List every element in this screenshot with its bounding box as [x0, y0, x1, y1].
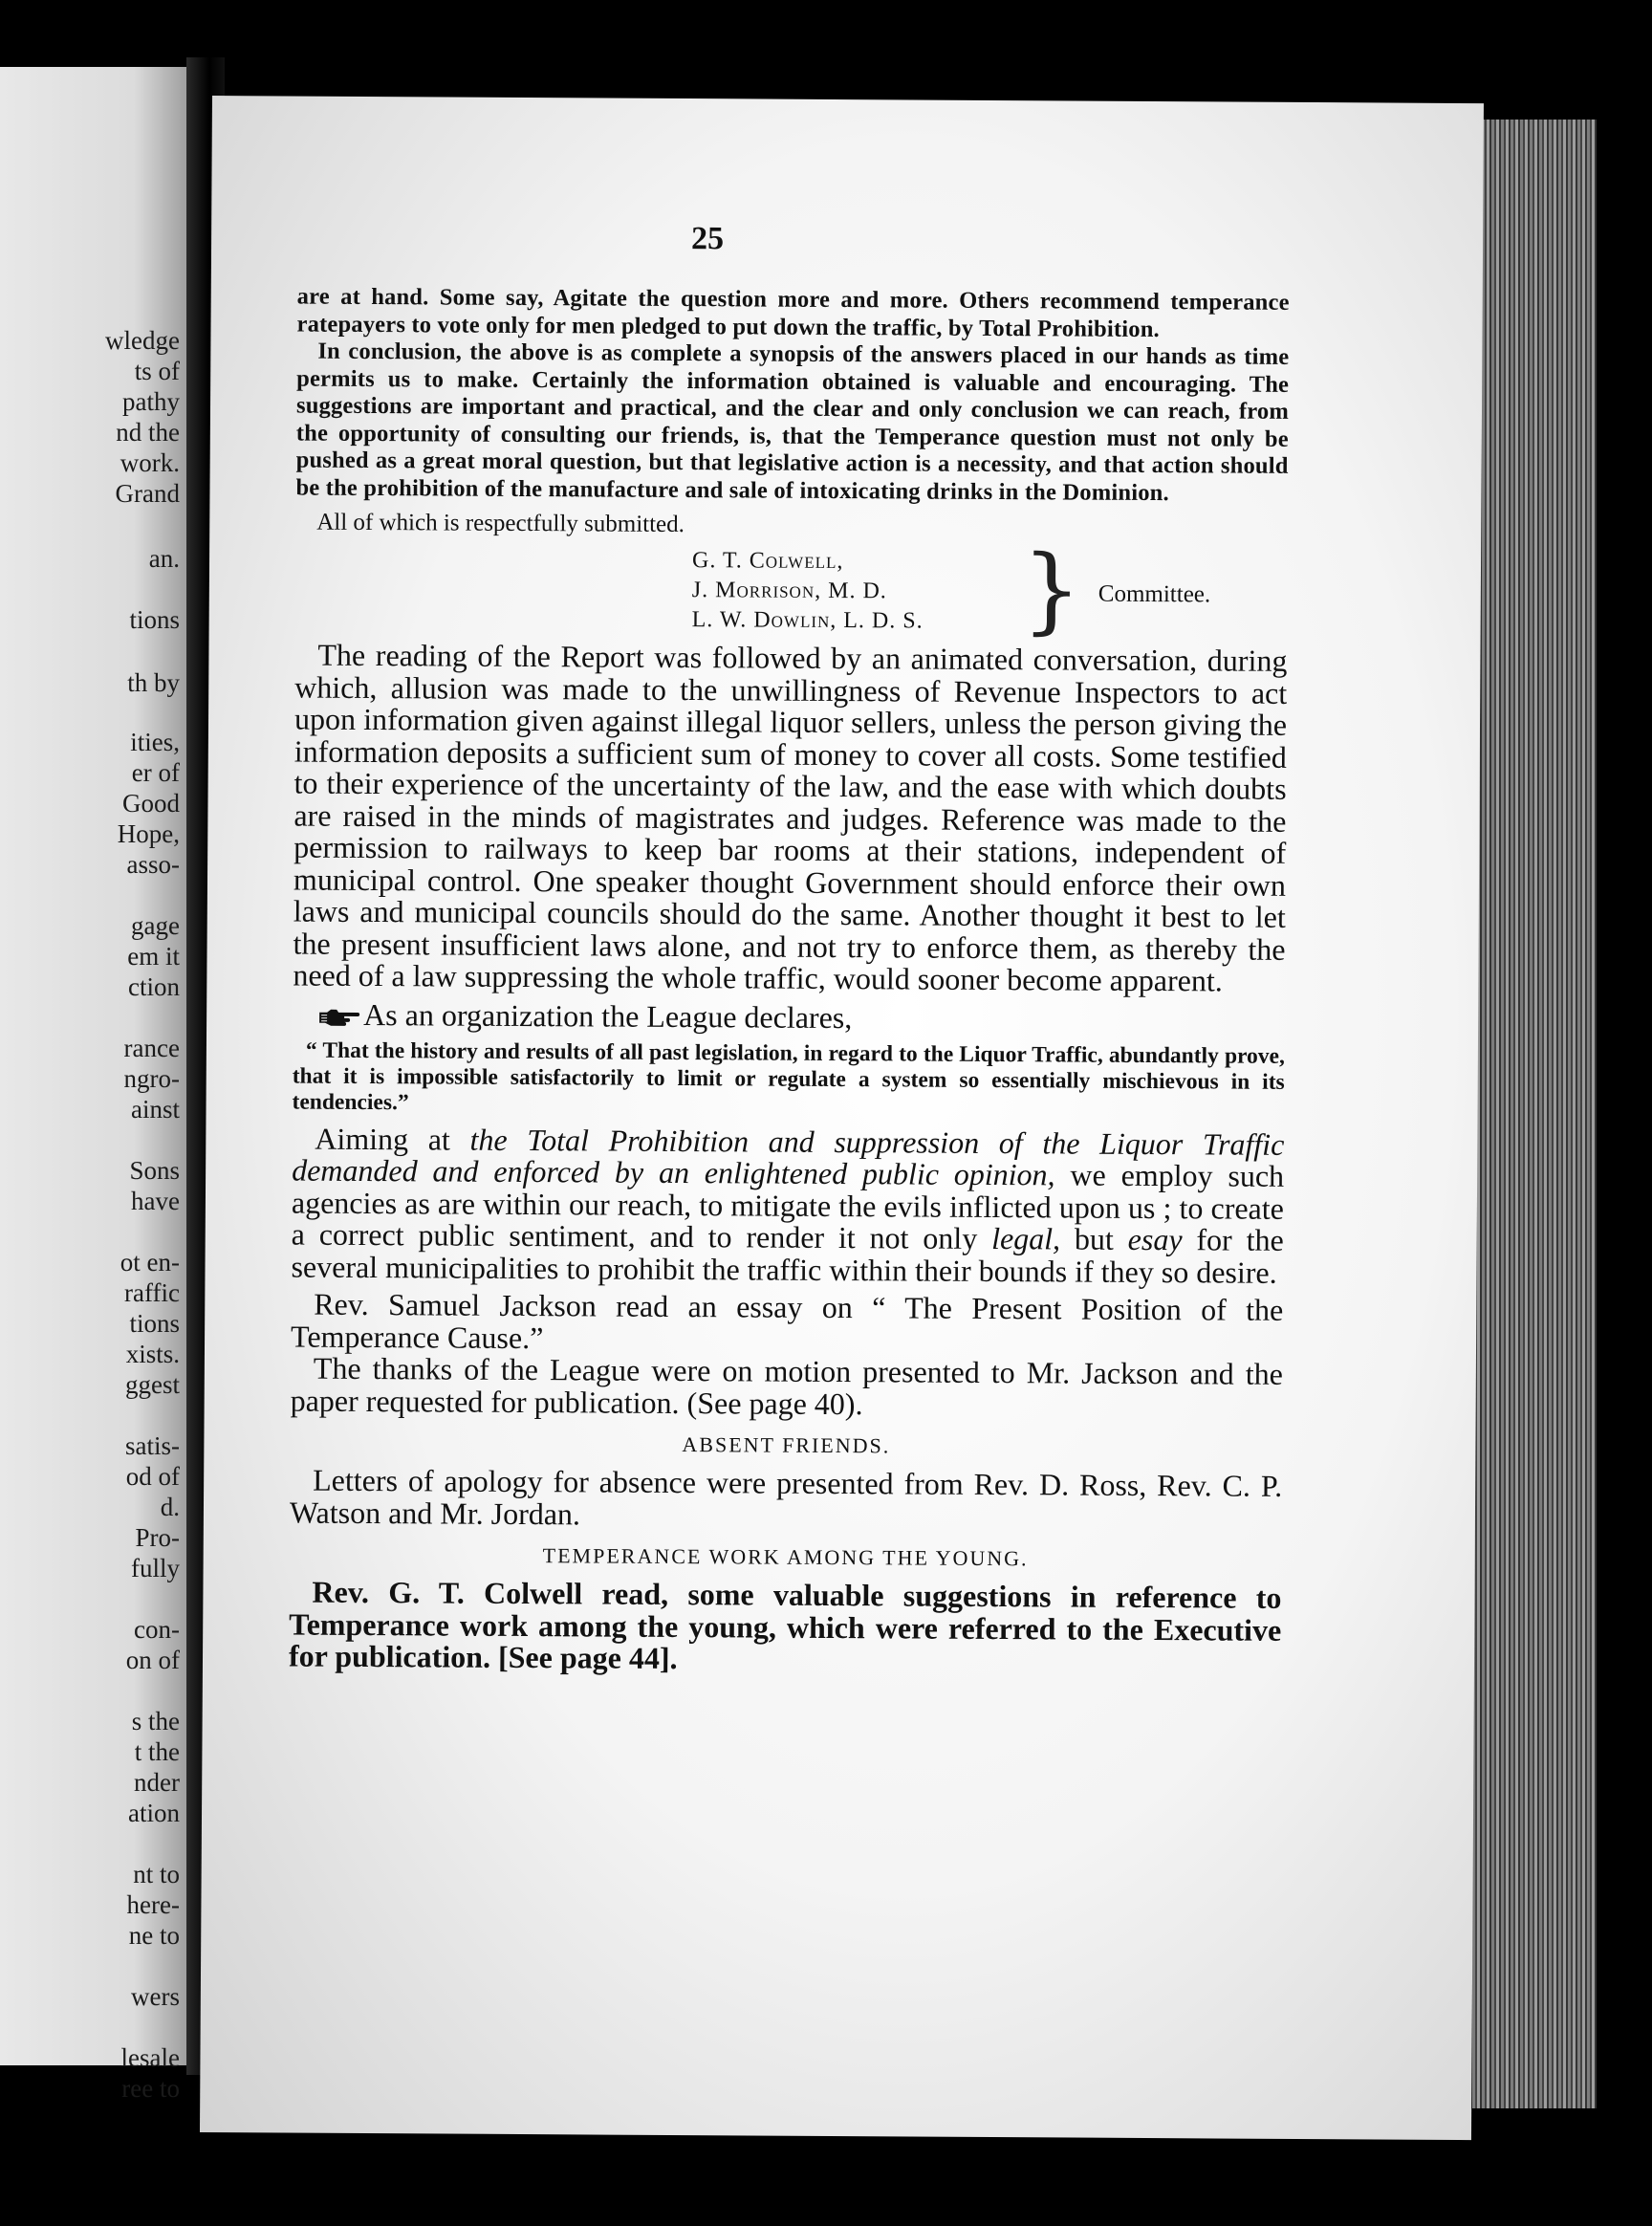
report-conclusion: [295, 284, 1289, 508]
intro-paragraph-1: are at hand. Some say, Agitate the question more and more. Others recommend temperance ratepayers to vote only for men pledged to put down the traffic, by Total Prohibition.: [296, 283, 1290, 342]
aiming-legal: legal,: [991, 1221, 1061, 1256]
signoff-line: All of which is respectfully submitted.: [316, 509, 685, 538]
absent-friends-heading: ABSENT FRIENDS.: [682, 1432, 891, 1458]
facing-page-text: ot en-: [120, 1248, 180, 1277]
committee-label: Committee.: [1098, 580, 1211, 608]
facing-page-text: gage: [131, 911, 180, 940]
committee-member: G. T. Colwell,: [691, 548, 844, 575]
facing-page-text: Pro-: [135, 1523, 180, 1552]
thanks-paragraph: The thanks of the League were on motion presented to Mr. Jackson and the paper requested for publication. (See page 40).: [290, 1350, 1283, 1421]
aiming-tail: for the several municipalities to prohibit the traffic within their bounds if they so desire.: [291, 1222, 1284, 1290]
facing-page-text: fully: [131, 1554, 180, 1582]
facing-page-text: nd the: [116, 418, 180, 447]
facing-page-text: lesale: [120, 2043, 180, 2072]
facing-page-text: raffic: [124, 1278, 180, 1307]
pointing-hand-icon: [317, 1007, 359, 1028]
facing-page-text: tions: [129, 1309, 180, 1338]
facing-page-text: satis-: [125, 1431, 180, 1460]
facing-page-text: ngro-: [123, 1064, 180, 1093]
facing-page-text: ation: [128, 1799, 180, 1827]
aiming-but: but: [1060, 1221, 1128, 1256]
facing-page-fragment: [0, 67, 191, 2103]
page-number: 25: [690, 221, 725, 257]
facing-page-text: pathy: [122, 387, 180, 416]
facing-page-text: Hope,: [117, 819, 180, 848]
facing-page-text: rance: [123, 1034, 180, 1062]
book-page: [200, 96, 1484, 2140]
committee-member: J. Morrison, M. D.: [691, 578, 887, 604]
facing-page-text: here-: [126, 1890, 180, 1919]
facing-page-text: th by: [127, 668, 180, 697]
aiming-easy: esay: [1127, 1221, 1183, 1257]
declaration-line: [317, 997, 1285, 1036]
facing-page-text: work.: [120, 448, 180, 477]
facing-page-text: Sons: [129, 1156, 180, 1185]
aiming-middle: we employ such agencies as are within our reach, to mitigate the evils inflicted upon us ; to create a correct public sentiment, and to render it not only: [291, 1157, 1285, 1256]
facing-page-text: ggest: [125, 1370, 180, 1399]
discussion-section: [293, 637, 1288, 998]
declaration-text: As an organization the League declares,: [363, 996, 853, 1035]
facing-page-text: nt to: [133, 1860, 180, 1888]
facing-page-text: con-: [134, 1615, 180, 1644]
facing-page-text: od of: [125, 1462, 180, 1491]
facing-page-text: ction: [128, 972, 180, 1001]
page-content: [289, 284, 1290, 1679]
page-stack-edge: [1472, 120, 1597, 2108]
absent-section: [289, 1462, 1283, 1535]
facing-page-text: Good: [122, 789, 180, 818]
young-section: [288, 1574, 1282, 1679]
facing-page-text: on of: [125, 1646, 180, 1674]
absent-paragraph: Letters of apology for absence were presented from Rev. D. Ross, Rev. C. P. Watson and Mr. Jordan.: [289, 1462, 1283, 1531]
facing-page-text: t the: [134, 1737, 180, 1766]
committee-member: L. W. Dowlin, L. D. S.: [691, 607, 924, 634]
brace-glyph: }: [1021, 535, 1082, 645]
facing-page-text: an.: [148, 544, 180, 573]
facing-page-text: ne to: [128, 1921, 180, 1950]
aiming-paragraph: [291, 1123, 1284, 1289]
young-paragraph: Rev. G. T. Colwell read, some valuable suggestions in reference to Temperance work among the young, which were referred to the Executive for publication. [See page 44].: [288, 1574, 1282, 1676]
facing-page-text: asso-: [126, 850, 180, 879]
facing-page-text: ts of: [134, 357, 180, 385]
resolution-section: [291, 1123, 1285, 1423]
aiming-lead: Aiming at: [315, 1121, 470, 1157]
facing-page-text: wers: [131, 1982, 180, 2011]
committee-signatures: [295, 535, 1289, 645]
committee-names: [692, 546, 924, 636]
young-work-heading: TEMPERANCE WORK AMONG THE YOUNG.: [542, 1543, 1029, 1571]
aiming-italic: the Total Prohibition and suppression of the Liquor Traffic demanded and enforced by an enlightened public opinion,: [292, 1122, 1285, 1192]
intro-paragraph-2: In conclusion, the above is as complete a synopsis of the answers placed in our hands as time permits us to make. Certainly the information obtained is valuable and encouraging. The suggestions are important and practical, and the clear and only conclusion we can reach, from the opportunity of consulting our friends, is, that the Temperance question must not only be pushed as a great moral question, but that legislative action is a necessity, and that action should be the prohibition of the manufacture and sale of intoxicating drinks in the Dominion.: [295, 338, 1290, 506]
facing-page-text: ree to: [121, 2074, 180, 2103]
facing-page-text: em it: [127, 942, 180, 971]
facing-page-text: ities,: [130, 728, 180, 756]
facing-page-text: wledge: [105, 326, 180, 355]
league-quote: “ That the history and results of all past legislation, in regard to the Liquor Traffic, abundantly prove, that it is impossible satisfactorily to limit or regulate a system so essentially mischievous in its tendencies.”: [292, 1037, 1285, 1115]
facing-page-text: Grand: [115, 479, 180, 508]
facing-page-text: d.: [160, 1493, 180, 1521]
facing-page-text: ainst: [131, 1095, 180, 1124]
reading-paragraph: The reading of the Report was followed by an animated conversation, during which, allusion was made to the unwillingness of Revenue Inspectors to act upon information given against illegal liquor sellers, unless the person giving the information deposits a sufficient sum of money to cover all costs. Some testified to their experience of the uncertainty of the law, and the ease with which doubts are raised in the minds of magistrates and judges. Reference was made to the permission to railways to keep bar rooms at their stations, independent of municipal control. One speaker thought Government should enforce their own laws and municipal councils should do the same. Another thought it best to let the present insufficient laws alone, and not try to enforce them, as thereby the need of a law suppressing the whole traffic, would sooner become apparent.: [293, 637, 1288, 998]
facing-page-text: nder: [134, 1768, 180, 1797]
facing-page-text: xists.: [125, 1340, 180, 1368]
facing-page-text: have: [131, 1187, 180, 1215]
facing-page-text: tions: [129, 605, 180, 634]
facing-page-text: s the: [131, 1707, 180, 1735]
jackson-paragraph: Rev. Samuel Jackson read an essay on “ The Present Position of the Temperance Cause.”: [290, 1286, 1284, 1355]
facing-page-text: er of: [131, 758, 180, 787]
